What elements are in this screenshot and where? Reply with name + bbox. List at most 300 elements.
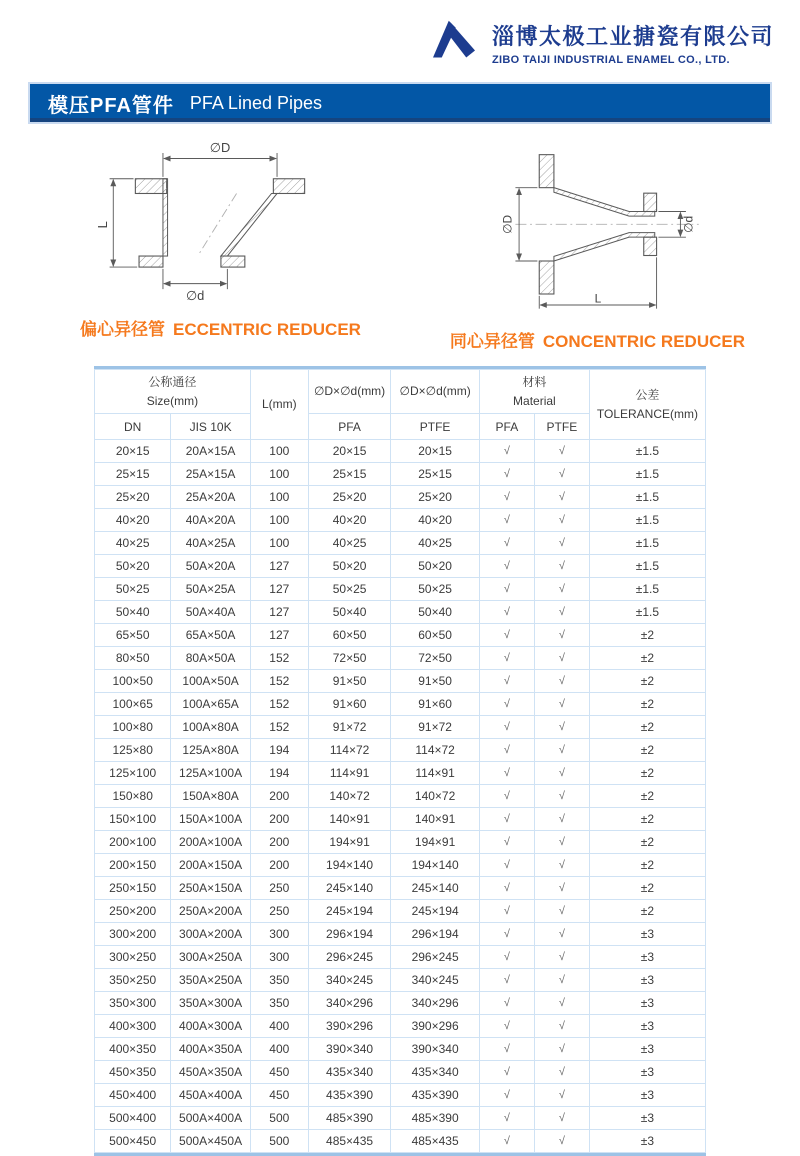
cell-material-pfa-check: √ xyxy=(479,716,534,739)
cell-length: 152 xyxy=(250,647,308,670)
cell-length: 300 xyxy=(250,923,308,946)
table-row xyxy=(95,670,706,693)
col-header-dims-pfa-sub: PFA xyxy=(308,414,390,440)
cell-size-jis: 150A×100A xyxy=(171,808,250,831)
cell-size-jis: 65A×50A xyxy=(171,624,250,647)
table-row xyxy=(95,808,706,831)
cell-length: 200 xyxy=(250,808,308,831)
cell-dims-ptfe: 50×25 xyxy=(391,578,480,601)
cell-tolerance: ±2 xyxy=(589,877,705,900)
col-header-dims-ptfe-sub: PTFE xyxy=(391,414,480,440)
table-row xyxy=(95,440,706,463)
cell-size-jis: 25A×20A xyxy=(171,486,250,509)
cell-material-ptfe-check: √ xyxy=(534,1038,589,1061)
cell-length: 400 xyxy=(250,1038,308,1061)
cell-dims-pfa: 390×340 xyxy=(308,1038,390,1061)
cell-material-pfa-check: √ xyxy=(479,739,534,762)
table-row xyxy=(95,877,706,900)
table-row xyxy=(95,1084,706,1107)
cell-dims-pfa: 194×140 xyxy=(308,854,390,877)
cell-dims-ptfe: 140×91 xyxy=(391,808,480,831)
concentric-reducer-drawing xyxy=(491,140,703,316)
col-header-material-ptfe: PTFE xyxy=(534,414,589,440)
cell-length: 100 xyxy=(250,486,308,509)
company-name-en: ZIBO TAIJI INDUSTRIAL ENAMEL CO., LTD. xyxy=(491,53,730,66)
table-row xyxy=(95,601,706,624)
cell-tolerance: ±1.5 xyxy=(589,578,705,601)
cell-length: 152 xyxy=(250,693,308,716)
cell-material-pfa-check: √ xyxy=(479,923,534,946)
cell-material-pfa-check: √ xyxy=(479,785,534,808)
cell-dims-ptfe: 390×296 xyxy=(391,1015,480,1038)
cell-size-dn: 450×400 xyxy=(95,1084,171,1107)
table-row xyxy=(95,992,706,1015)
cell-size-dn: 25×15 xyxy=(95,463,171,486)
eccentric-caption-cn: 偏心异径管 xyxy=(80,320,165,339)
cell-size-dn: 400×300 xyxy=(95,1015,171,1038)
cell-dims-ptfe: 40×20 xyxy=(391,509,480,532)
eccentric-reducer-drawing xyxy=(82,140,358,304)
cell-length: 200 xyxy=(250,785,308,808)
cell-size-dn: 250×200 xyxy=(95,900,171,923)
cell-tolerance: ±1.5 xyxy=(589,532,705,555)
cell-size-jis: 500A×450A xyxy=(171,1130,250,1153)
cell-length: 127 xyxy=(250,601,308,624)
cell-tolerance: ±1.5 xyxy=(589,601,705,624)
cell-dims-pfa: 390×296 xyxy=(308,1015,390,1038)
table-row xyxy=(95,1061,706,1084)
cell-material-ptfe-check: √ xyxy=(534,808,589,831)
cell-size-dn: 300×250 xyxy=(95,946,171,969)
cell-length: 127 xyxy=(250,578,308,601)
cell-dims-ptfe: 60×50 xyxy=(391,624,480,647)
cell-size-dn: 50×25 xyxy=(95,578,171,601)
table-row xyxy=(95,946,706,969)
cell-tolerance: ±3 xyxy=(589,1084,705,1107)
cell-size-jis: 350A×250A xyxy=(171,969,250,992)
cell-tolerance: ±2 xyxy=(589,624,705,647)
cell-material-pfa-check: √ xyxy=(479,1084,534,1107)
cell-size-dn: 250×150 xyxy=(95,877,171,900)
cell-material-pfa-check: √ xyxy=(479,1061,534,1084)
table-row xyxy=(95,831,706,854)
cell-size-dn: 100×65 xyxy=(95,693,171,716)
cell-dims-pfa: 50×25 xyxy=(308,578,390,601)
cell-size-dn: 150×100 xyxy=(95,808,171,831)
dim-label-l: L xyxy=(95,221,111,229)
table-row xyxy=(95,762,706,785)
cell-dims-pfa: 435×340 xyxy=(308,1061,390,1084)
table-row xyxy=(95,785,706,808)
cell-tolerance: ±1.5 xyxy=(589,463,705,486)
cell-dims-pfa: 140×72 xyxy=(308,785,390,808)
eccentric-caption-en: ECCENTRIC REDUCER xyxy=(173,320,361,339)
cell-length: 152 xyxy=(250,670,308,693)
cell-size-dn: 50×40 xyxy=(95,601,171,624)
cell-length: 194 xyxy=(250,762,308,785)
table-row xyxy=(95,532,706,555)
cell-material-pfa-check: √ xyxy=(479,624,534,647)
cell-dims-pfa: 296×194 xyxy=(308,923,390,946)
cell-material-ptfe-check: √ xyxy=(534,463,589,486)
cell-dims-pfa: 91×72 xyxy=(308,716,390,739)
cell-size-dn: 40×25 xyxy=(95,532,171,555)
cell-size-dn: 300×200 xyxy=(95,923,171,946)
cell-length: 127 xyxy=(250,624,308,647)
cell-dims-ptfe: 25×20 xyxy=(391,486,480,509)
cell-size-jis: 250A×200A xyxy=(171,900,250,923)
cell-material-pfa-check: √ xyxy=(479,555,534,578)
cell-dims-pfa: 296×245 xyxy=(308,946,390,969)
cell-size-dn: 125×80 xyxy=(95,739,171,762)
cell-material-ptfe-check: √ xyxy=(534,969,589,992)
cell-material-ptfe-check: √ xyxy=(534,1107,589,1130)
cell-tolerance: ±2 xyxy=(589,670,705,693)
table-row xyxy=(95,647,706,670)
cell-length: 250 xyxy=(250,900,308,923)
cell-material-ptfe-check: √ xyxy=(534,647,589,670)
cell-material-ptfe-check: √ xyxy=(534,877,589,900)
cell-size-jis: 100A×50A xyxy=(171,670,250,693)
col-group-size xyxy=(95,370,251,414)
concentric-caption xyxy=(450,327,745,352)
spec-table-container xyxy=(94,366,706,1156)
cell-dims-ptfe: 296×245 xyxy=(391,946,480,969)
cell-dims-pfa: 40×25 xyxy=(308,532,390,555)
cell-dims-ptfe: 245×194 xyxy=(391,900,480,923)
cell-dims-ptfe: 485×390 xyxy=(391,1107,480,1130)
cell-dims-pfa: 40×20 xyxy=(308,509,390,532)
cell-size-jis: 150A×80A xyxy=(171,785,250,808)
company-name-cn: 淄博太极工业搪瓷有限公司 xyxy=(491,23,774,49)
cell-material-ptfe-check: √ xyxy=(534,1130,589,1153)
cell-dims-ptfe: 435×340 xyxy=(391,1061,480,1084)
col-header-tolerance-cn: 公差 xyxy=(635,387,660,402)
cell-material-pfa-check: √ xyxy=(479,900,534,923)
concentric-caption-en: CONCENTRIC REDUCER xyxy=(542,332,745,351)
cell-tolerance: ±2 xyxy=(589,900,705,923)
cell-size-dn: 125×100 xyxy=(95,762,171,785)
cell-dims-pfa: 25×20 xyxy=(308,486,390,509)
cell-size-dn: 100×50 xyxy=(95,670,171,693)
cell-length: 100 xyxy=(250,532,308,555)
cell-material-pfa-check: √ xyxy=(479,946,534,969)
cell-material-pfa-check: √ xyxy=(479,578,534,601)
cell-dims-pfa: 50×20 xyxy=(308,555,390,578)
cell-material-pfa-check: √ xyxy=(479,647,534,670)
cell-size-jis: 450A×350A xyxy=(171,1061,250,1084)
cell-material-pfa-check: √ xyxy=(479,463,534,486)
cell-length: 500 xyxy=(250,1107,308,1130)
table-row xyxy=(95,509,706,532)
cell-tolerance: ±2 xyxy=(589,762,705,785)
dim-label-l: L xyxy=(595,291,602,306)
table-row xyxy=(95,693,706,716)
cell-size-jis: 125A×80A xyxy=(171,739,250,762)
cell-length: 127 xyxy=(250,555,308,578)
cell-length: 100 xyxy=(250,440,308,463)
cell-dims-pfa: 91×50 xyxy=(308,670,390,693)
cell-size-jis: 200A×150A xyxy=(171,854,250,877)
cell-dims-pfa: 340×296 xyxy=(308,992,390,1015)
section-title-bar xyxy=(28,82,772,124)
cell-tolerance: ±2 xyxy=(589,854,705,877)
cell-size-dn: 200×100 xyxy=(95,831,171,854)
cell-tolerance: ±2 xyxy=(589,647,705,670)
cell-dims-pfa: 340×245 xyxy=(308,969,390,992)
cell-material-ptfe-check: √ xyxy=(534,785,589,808)
cell-tolerance: ±2 xyxy=(589,808,705,831)
cell-length: 200 xyxy=(250,831,308,854)
cell-dims-ptfe: 20×15 xyxy=(391,440,480,463)
table-row xyxy=(95,1130,706,1153)
cell-material-ptfe-check: √ xyxy=(534,578,589,601)
cell-material-ptfe-check: √ xyxy=(534,900,589,923)
cell-material-pfa-check: √ xyxy=(479,762,534,785)
cell-material-ptfe-check: √ xyxy=(534,992,589,1015)
table-row xyxy=(95,555,706,578)
cell-material-pfa-check: √ xyxy=(479,670,534,693)
cell-dims-ptfe: 91×50 xyxy=(391,670,480,693)
cell-material-pfa-check: √ xyxy=(479,808,534,831)
cell-dims-pfa: 245×140 xyxy=(308,877,390,900)
cell-tolerance: ±1.5 xyxy=(589,509,705,532)
cell-material-pfa-check: √ xyxy=(479,1015,534,1038)
cell-material-pfa-check: √ xyxy=(479,992,534,1015)
company-logo-icon xyxy=(426,12,482,73)
cell-size-jis: 50A×40A xyxy=(171,601,250,624)
cell-material-ptfe-check: √ xyxy=(534,1061,589,1084)
cell-size-dn: 350×250 xyxy=(95,969,171,992)
cell-material-ptfe-check: √ xyxy=(534,509,589,532)
cell-tolerance: ±1.5 xyxy=(589,440,705,463)
cell-size-jis: 80A×50A xyxy=(171,647,250,670)
cell-material-ptfe-check: √ xyxy=(534,831,589,854)
col-header-dims-ptfe: ∅D×∅d(mm) xyxy=(391,370,480,414)
cell-size-jis: 50A×25A xyxy=(171,578,250,601)
cell-size-dn: 65×50 xyxy=(95,624,171,647)
cell-size-jis: 100A×80A xyxy=(171,716,250,739)
cell-material-ptfe-check: √ xyxy=(534,946,589,969)
cell-length: 250 xyxy=(250,877,308,900)
cell-dims-ptfe: 194×91 xyxy=(391,831,480,854)
col-header-l: L(mm) xyxy=(250,370,308,440)
dim-label-od: ∅D xyxy=(210,140,231,156)
cell-dims-pfa: 50×40 xyxy=(308,601,390,624)
cell-size-jis: 40A×25A xyxy=(171,532,250,555)
cell-size-dn: 200×150 xyxy=(95,854,171,877)
cell-size-jis: 400A×350A xyxy=(171,1038,250,1061)
cell-dims-ptfe: 245×140 xyxy=(391,877,480,900)
spec-table-body xyxy=(95,440,706,1153)
cell-length: 100 xyxy=(250,463,308,486)
cell-dims-ptfe: 72×50 xyxy=(391,647,480,670)
cell-material-ptfe-check: √ xyxy=(534,762,589,785)
cell-dims-pfa: 435×390 xyxy=(308,1084,390,1107)
cell-size-dn: 500×400 xyxy=(95,1107,171,1130)
table-row xyxy=(95,1107,706,1130)
cell-dims-ptfe: 485×435 xyxy=(391,1130,480,1153)
cell-tolerance: ±1.5 xyxy=(589,486,705,509)
cell-dims-ptfe: 194×140 xyxy=(391,854,480,877)
cell-material-pfa-check: √ xyxy=(479,877,534,900)
cell-material-pfa-check: √ xyxy=(479,601,534,624)
cell-dims-pfa: 72×50 xyxy=(308,647,390,670)
cell-size-dn: 500×450 xyxy=(95,1130,171,1153)
table-row xyxy=(95,739,706,762)
cell-size-jis: 40A×20A xyxy=(171,509,250,532)
cell-size-dn: 40×20 xyxy=(95,509,171,532)
cell-material-pfa-check: √ xyxy=(479,532,534,555)
cell-tolerance: ±3 xyxy=(589,992,705,1015)
col-header-dn: DN xyxy=(95,414,171,440)
cell-size-jis: 300A×250A xyxy=(171,946,250,969)
cell-material-pfa-check: √ xyxy=(479,440,534,463)
table-row xyxy=(95,578,706,601)
cell-dims-pfa: 245×194 xyxy=(308,900,390,923)
cell-dims-ptfe: 435×390 xyxy=(391,1084,480,1107)
cell-dims-ptfe: 390×340 xyxy=(391,1038,480,1061)
table-row xyxy=(95,900,706,923)
cell-material-ptfe-check: √ xyxy=(534,923,589,946)
cell-length: 350 xyxy=(250,969,308,992)
cell-tolerance: ±3 xyxy=(589,1038,705,1061)
cell-size-jis: 25A×15A xyxy=(171,463,250,486)
table-row xyxy=(95,1038,706,1061)
eccentric-caption xyxy=(80,315,361,340)
cell-dims-pfa: 20×15 xyxy=(308,440,390,463)
cell-material-ptfe-check: √ xyxy=(534,854,589,877)
cell-size-jis: 20A×15A xyxy=(171,440,250,463)
cell-length: 400 xyxy=(250,1015,308,1038)
eccentric-reducer-block xyxy=(80,140,361,352)
cell-length: 500 xyxy=(250,1130,308,1153)
cell-dims-ptfe: 296×194 xyxy=(391,923,480,946)
cell-tolerance: ±3 xyxy=(589,1015,705,1038)
cell-dims-ptfe: 91×60 xyxy=(391,693,480,716)
cell-material-ptfe-check: √ xyxy=(534,440,589,463)
cell-material-ptfe-check: √ xyxy=(534,486,589,509)
dim-label-od-small: ∅d xyxy=(186,288,205,304)
cell-tolerance: ±3 xyxy=(589,923,705,946)
cell-size-jis: 350A×300A xyxy=(171,992,250,1015)
cell-size-jis: 100A×65A xyxy=(171,693,250,716)
col-group-material xyxy=(479,370,589,414)
cell-dims-pfa: 25×15 xyxy=(308,463,390,486)
col-header-material-pfa: PFA xyxy=(479,414,534,440)
cell-size-jis: 125A×100A xyxy=(171,762,250,785)
cell-dims-ptfe: 114×91 xyxy=(391,762,480,785)
concentric-reducer-block xyxy=(450,140,745,352)
cell-tolerance: ±2 xyxy=(589,693,705,716)
col-group-size-cn: 公称通径 xyxy=(148,374,197,389)
cell-material-ptfe-check: √ xyxy=(534,716,589,739)
cell-length: 450 xyxy=(250,1084,308,1107)
cell-material-pfa-check: √ xyxy=(479,509,534,532)
table-row xyxy=(95,969,706,992)
cell-material-pfa-check: √ xyxy=(479,969,534,992)
cell-size-jis: 300A×200A xyxy=(171,923,250,946)
cell-material-ptfe-check: √ xyxy=(534,1015,589,1038)
cell-length: 200 xyxy=(250,854,308,877)
cell-size-dn: 400×350 xyxy=(95,1038,171,1061)
cell-size-dn: 50×20 xyxy=(95,555,171,578)
cell-dims-ptfe: 114×72 xyxy=(391,739,480,762)
page-header xyxy=(0,0,800,82)
cell-material-pfa-check: √ xyxy=(479,1038,534,1061)
cell-material-ptfe-check: √ xyxy=(534,532,589,555)
page-title-en: PFA Lined Pipes xyxy=(189,92,322,113)
cell-tolerance: ±3 xyxy=(589,946,705,969)
cell-material-ptfe-check: √ xyxy=(534,739,589,762)
dim-label-od-small: ∅d xyxy=(681,215,696,233)
cell-material-pfa-check: √ xyxy=(479,693,534,716)
cell-tolerance: ±2 xyxy=(589,785,705,808)
cell-dims-pfa: 485×390 xyxy=(308,1107,390,1130)
cell-material-ptfe-check: √ xyxy=(534,1084,589,1107)
cell-dims-ptfe: 91×72 xyxy=(391,716,480,739)
cell-size-dn: 150×80 xyxy=(95,785,171,808)
col-header-dims-pfa: ∅D×∅d(mm) xyxy=(308,370,390,414)
cell-material-pfa-check: √ xyxy=(479,1107,534,1130)
table-row xyxy=(95,624,706,647)
cell-size-jis: 250A×150A xyxy=(171,877,250,900)
concentric-caption-cn: 同心异径管 xyxy=(449,332,535,351)
cell-size-jis: 400A×300A xyxy=(171,1015,250,1038)
cell-tolerance: ±3 xyxy=(589,1107,705,1130)
table-row xyxy=(95,1015,706,1038)
cell-material-ptfe-check: √ xyxy=(534,670,589,693)
cell-dims-pfa: 194×91 xyxy=(308,831,390,854)
cell-dims-ptfe: 40×25 xyxy=(391,532,480,555)
technical-drawings xyxy=(0,124,800,352)
cell-tolerance: ±2 xyxy=(589,739,705,762)
cell-tolerance: ±3 xyxy=(589,1130,705,1153)
cell-dims-pfa: 140×91 xyxy=(308,808,390,831)
cell-tolerance: ±2 xyxy=(589,716,705,739)
cell-size-dn: 20×15 xyxy=(95,440,171,463)
table-row xyxy=(95,923,706,946)
cell-tolerance: ±1.5 xyxy=(589,555,705,578)
col-group-material-en: Material xyxy=(513,393,556,408)
cell-dims-ptfe: 340×245 xyxy=(391,969,480,992)
page-title-cn: 模压PFA管件 xyxy=(48,94,174,117)
cell-dims-pfa: 114×91 xyxy=(308,762,390,785)
cell-length: 100 xyxy=(250,509,308,532)
cell-size-dn: 80×50 xyxy=(95,647,171,670)
cell-material-pfa-check: √ xyxy=(479,831,534,854)
cell-length: 450 xyxy=(250,1061,308,1084)
cell-length: 300 xyxy=(250,946,308,969)
cell-size-jis: 50A×20A xyxy=(171,555,250,578)
dim-label-od: ∅D xyxy=(501,214,516,234)
cell-dims-ptfe: 25×15 xyxy=(391,463,480,486)
cell-length: 152 xyxy=(250,716,308,739)
cell-dims-pfa: 485×435 xyxy=(308,1130,390,1153)
spec-table xyxy=(94,369,706,1153)
cell-size-dn: 100×80 xyxy=(95,716,171,739)
table-row xyxy=(95,854,706,877)
cell-size-jis: 450A×400A xyxy=(171,1084,250,1107)
cell-dims-pfa: 114×72 xyxy=(308,739,390,762)
cell-material-ptfe-check: √ xyxy=(534,555,589,578)
cell-tolerance: ±3 xyxy=(589,1061,705,1084)
cell-size-dn: 350×300 xyxy=(95,992,171,1015)
cell-size-dn: 25×20 xyxy=(95,486,171,509)
cell-size-jis: 200A×100A xyxy=(171,831,250,854)
cell-dims-ptfe: 50×20 xyxy=(391,555,480,578)
cell-material-ptfe-check: √ xyxy=(534,693,589,716)
